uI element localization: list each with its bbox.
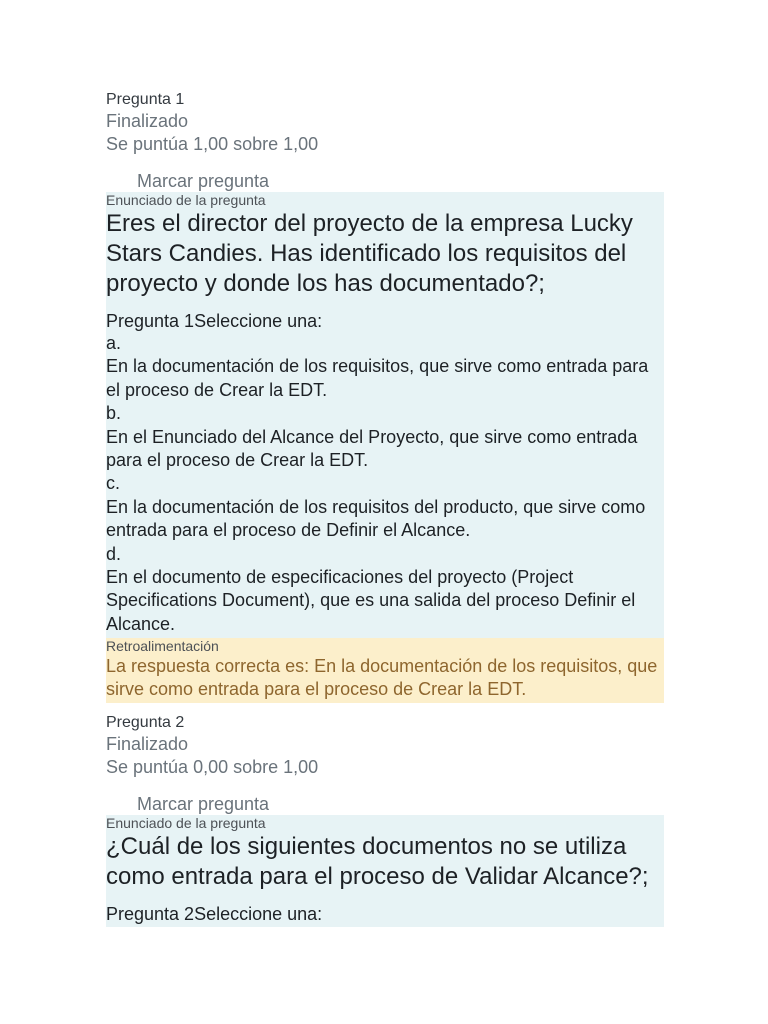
question-statement-label: Enunciado de la pregunta — [106, 192, 266, 208]
answer-text: En la documentación de los requisitos, que sirve como entrada para el proceso de Crear la EDT. — [106, 356, 649, 400]
answer-letter: d. — [106, 543, 122, 564]
feedback-label: Retroalimentación — [106, 638, 219, 655]
question-content — [106, 815, 664, 927]
question-grade: Se puntúa 0,00 sobre 1,00 — [106, 757, 319, 778]
question-grade: Se puntúa 1,00 sobre 1,00 — [106, 134, 319, 154]
answer-letter: a. — [106, 333, 122, 353]
answer-letter: b. — [106, 403, 122, 424]
answer-list — [106, 332, 664, 636]
question-content — [106, 192, 664, 638]
answer-letter: c. — [106, 473, 121, 494]
question-number: Pregunta 1 — [106, 91, 185, 108]
answer-text: En la documentación de los requisitos del producto, que sirve como entrada para el proceso de Definir el Alcance. — [106, 496, 646, 541]
question-number: Pregunta 2 — [106, 714, 185, 732]
answer-option-c[interactable] — [106, 472, 664, 542]
question-state: Finalizado — [106, 111, 189, 131]
question-state: Finalizado — [106, 734, 189, 755]
answer-prompt: Pregunta 1Seleccione una: — [106, 311, 323, 331]
question-info — [106, 713, 664, 815]
answer-prompt: Pregunta 2Seleccione una: — [106, 904, 323, 925]
flag-question-link[interactable]: Marcar pregunta — [137, 171, 270, 191]
question-1 — [106, 90, 664, 703]
question-info — [106, 90, 664, 192]
question-2 — [106, 713, 664, 927]
answer-option-a[interactable] — [106, 332, 664, 402]
question-text: ¿Cuál de los siguientes documentos no se utiliza como entrada para el proceso de Validar Alcance?; — [106, 833, 649, 891]
answer-option-b[interactable] — [106, 402, 664, 472]
right-answer-text: La respuesta correcta es: En la documentación de los requisitos, que sirve como entrada para el proceso de Crear la EDT. — [106, 656, 658, 700]
answer-text: En el Enunciado del Alcance del Proyecto, que sirve como entrada para el proceso de Crear la EDT. — [106, 426, 638, 471]
spacer — [106, 703, 664, 713]
question-statement-label: Enunciado de la pregunta — [106, 815, 266, 832]
answer-option-d[interactable] — [106, 543, 664, 637]
flag-question-link[interactable]: Marcar pregunta — [137, 794, 270, 815]
answer-text: En el documento de especificaciones del proyecto (Project Specifications Document), que es una salida del proceso Definir el Alcance. — [106, 567, 636, 634]
feedback-box — [106, 638, 664, 703]
question-text: Eres el director del proyecto de la empresa Lucky Stars Candies. Has identificado los requisitos del proyecto y donde los has documentado?; — [106, 210, 633, 297]
quiz-review — [106, 90, 664, 927]
